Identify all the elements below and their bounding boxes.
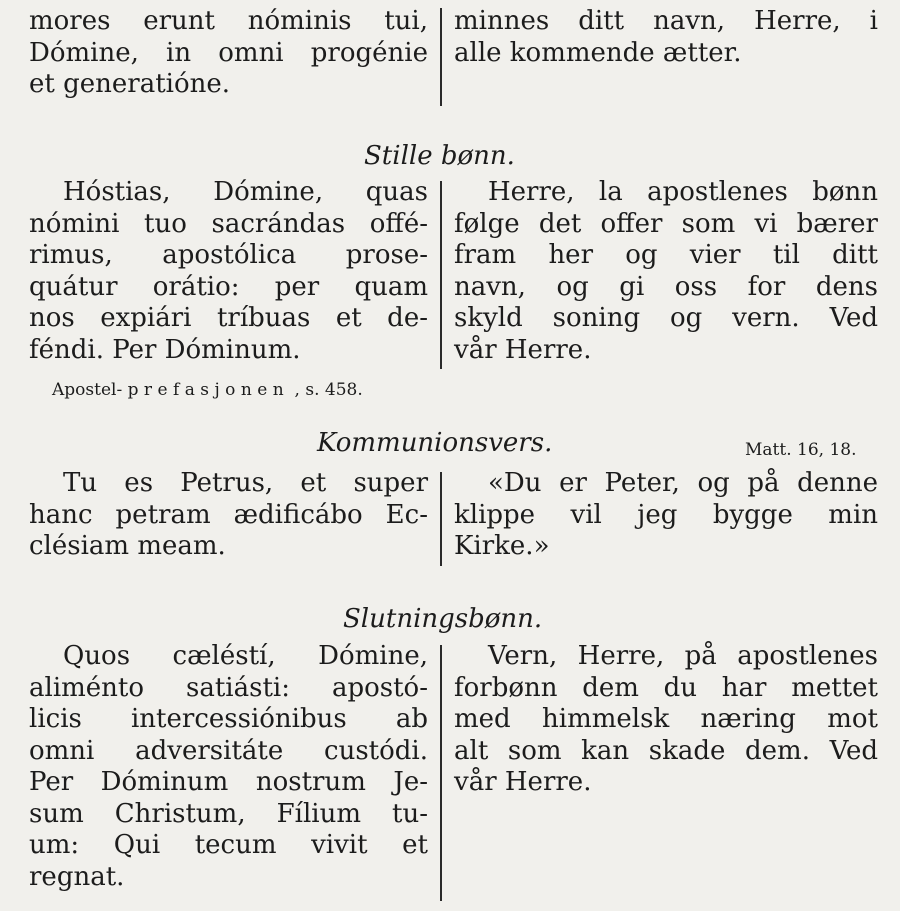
norwegian-line: klippe vil jeg bygge min [454,499,878,530]
latin-line: sum Christum, Fílium tu- [29,798,428,829]
column-divider [440,8,442,106]
norwegian-line: «Du er Peter, og på denne [488,468,878,498]
latin-line: hanc petram ædificábo Ec- [29,499,428,530]
latin-line: rimus, apostólica prose- [29,240,428,270]
latin-line: licis intercessiónibus ab [29,704,428,734]
latin-column [29,177,428,366]
preface-page: , s. 458. [294,380,363,400]
norwegian-line: minnes ditt navn, Herre, i [454,6,878,36]
norwegian-line: navn, og gi oss for dens [454,271,878,302]
communion-heading: Kommunionsvers. [317,428,553,458]
continuation-block [29,6,879,106]
communion-scripture-reference: Matt. 16, 18. [745,440,857,460]
postcommunion-heading: Slutningsbønn. [343,604,543,634]
latin-line: clésiam meam. [29,531,226,561]
norwegian-column [454,177,878,366]
preface-prefix: Apostel- [52,380,123,400]
column-divider [440,645,442,901]
preface-reference [52,380,363,400]
latin-line: mores erunt nóminis tui, [29,6,428,36]
column-divider [440,181,442,369]
latin-column [29,468,428,563]
norwegian-line: Herre, la apostlenes bønn [488,177,878,207]
latin-line: nos expiári tríbuas et de- [29,303,428,333]
norwegian-line: med himmelsk næring mot [454,704,878,734]
latin-line: um: Qui tecum vivit et [29,830,428,860]
postcommunion-block [29,641,879,901]
norwegian-line: Kirke.» [454,531,550,561]
latin-line: féndi. Per Dóminum. [29,334,301,365]
latin-line: regnat. [29,861,125,892]
communion-block [29,468,879,568]
column-divider [440,472,442,566]
latin-line: aliménto satiásti: apostó- [29,672,428,703]
norwegian-line: Vern, Herre, på apostlenes [488,641,878,671]
latin-line: Per Dóminum nostrum Je- [29,767,428,797]
latin-line: Quos cæléstí, Dómine, [63,641,428,671]
latin-line: nómini tuo sacrándas offé- [29,208,428,239]
norwegian-line: vår Herre. [454,767,592,797]
secret-heading: Stille bønn. [364,141,515,171]
latin-line: et generatióne. [29,69,231,99]
norwegian-line: vår Herre. [454,334,592,365]
norwegian-line: skyld soning og vern. Ved [454,303,878,333]
latin-line: Hóstias, Dómine, quas [63,177,428,207]
norwegian-column [454,6,878,69]
norwegian-line: følge det offer som vi bærer [454,208,878,239]
norwegian-line: alle kommende ætter. [454,37,742,68]
latin-line: omni adversitáte custódi. [29,735,428,766]
secret-block [29,177,879,372]
norwegian-line: alt som kan skade dem. Ved [454,735,878,766]
latin-column [29,641,428,893]
norwegian-column [454,468,878,563]
latin-line: Tu es Petrus, et super [63,468,428,498]
preface-word: prefasjonen [127,380,290,400]
norwegian-line: forbønn dem du har mettet [454,672,878,703]
norwegian-line: fram her og vier til ditt [454,240,878,270]
latin-line: quátur orátio: per quam [29,271,428,302]
latin-column [29,6,428,101]
latin-line: Dómine, in omni progénie [29,37,428,68]
norwegian-column [454,641,878,799]
